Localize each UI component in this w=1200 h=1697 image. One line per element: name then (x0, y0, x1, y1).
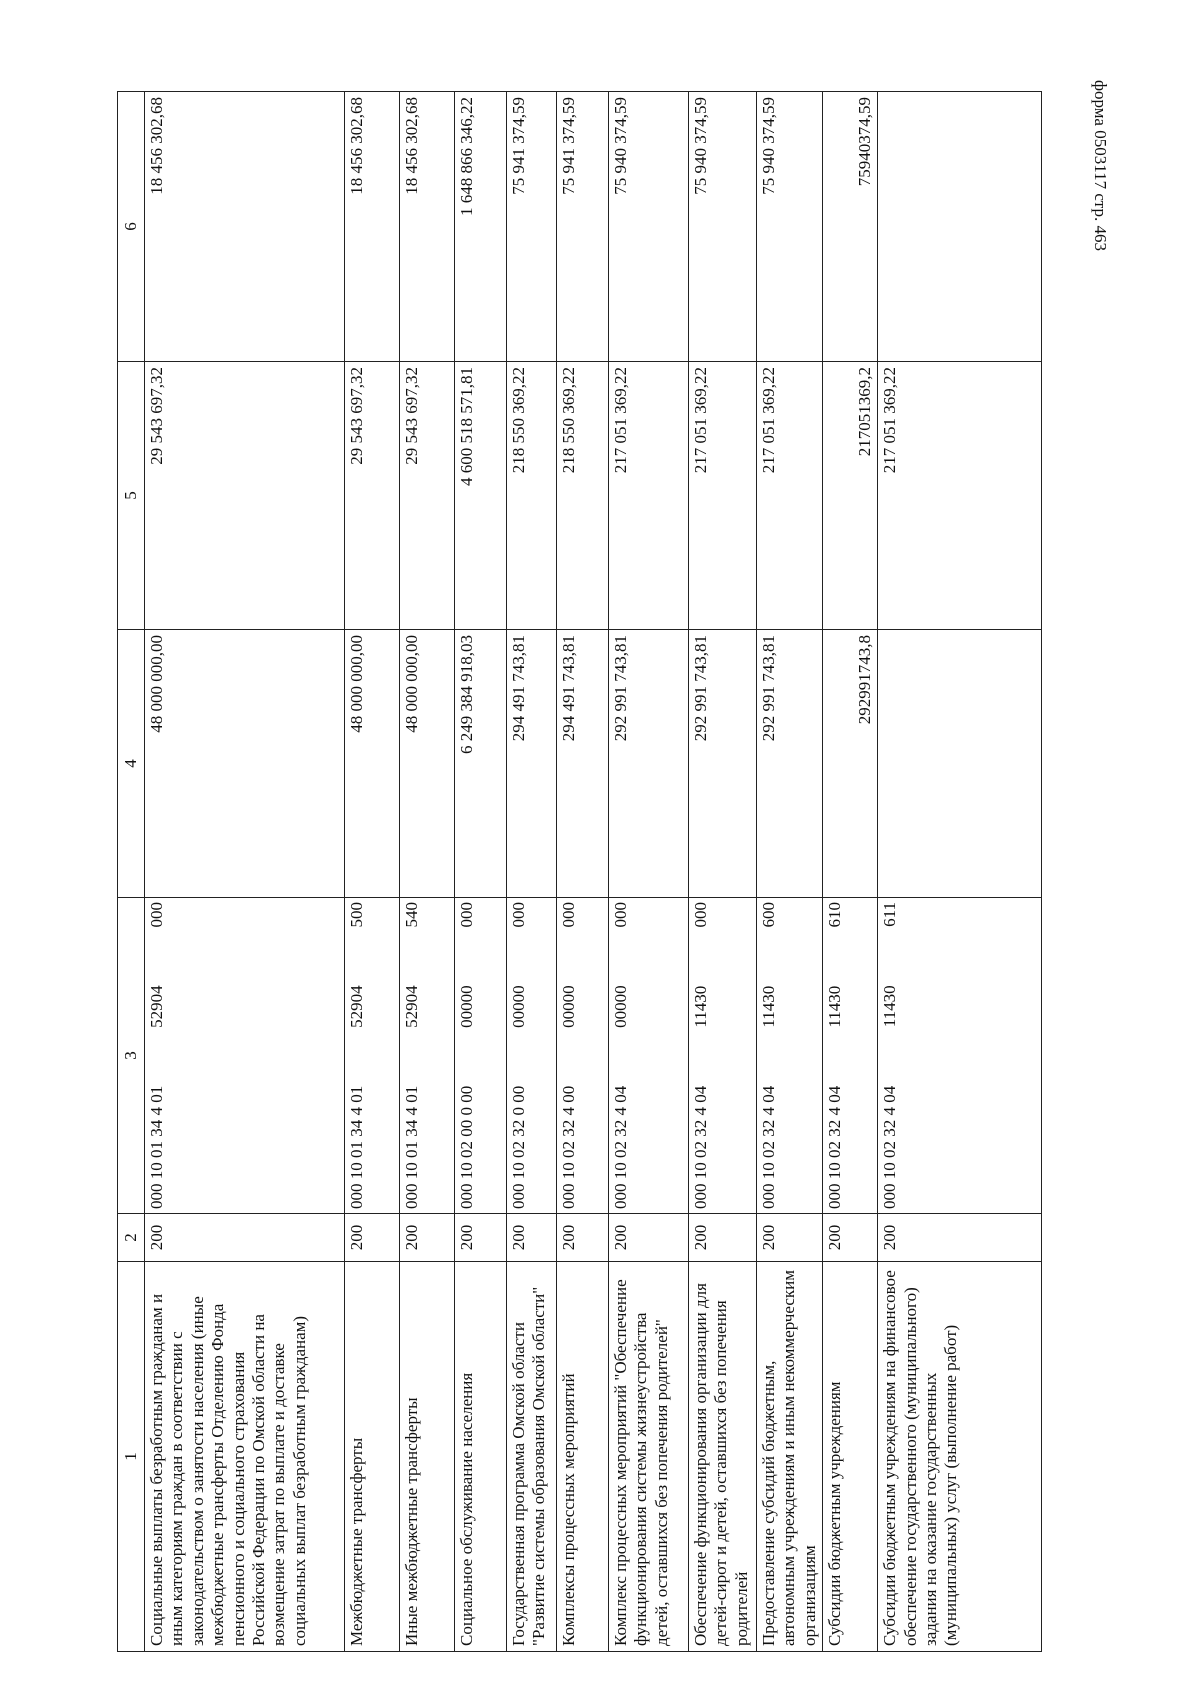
row-name: Комплекс процессных мероприятий "Обеспечение функционирования системы жизнеустройства детей, оставшихся без попечения родителей" (609, 1262, 689, 1652)
row-line-code: 200 (345, 1214, 400, 1262)
row-approved: 294 491 743,81 (557, 630, 609, 898)
row-executed: 29 543 697,32 (400, 362, 455, 630)
row-approved: 48 000 000,00 (400, 630, 455, 898)
row-unexecuted: 1 648 866 346,22 (455, 92, 507, 362)
row-name: Государственная программа Омской области "Развитие системы образования Омской области" (507, 1262, 557, 1652)
row-line-code: 200 (689, 1214, 757, 1262)
row-executed: 217 051 369,22 (609, 362, 689, 630)
row-approved: 292991743,8 (823, 630, 878, 898)
column-header: 2 (118, 1214, 145, 1262)
form-page-label: форма 0503117 стр. 463 (1091, 80, 1110, 251)
row-budget-code: 000 10 02 32 4 04 11430 610 (823, 898, 878, 1214)
row-unexecuted: 75940374,59 (823, 92, 878, 362)
table-row (400, 92, 455, 1652)
row-budget-code: 000 10 01 34 4 01 52904 000 (145, 898, 345, 1214)
table-row (689, 92, 757, 1652)
row-unexecuted: 75 940 374,59 (757, 92, 823, 362)
row-name: Субсидии бюджетным учреждениям (823, 1262, 878, 1652)
column-header: 6 (118, 92, 145, 362)
row-name: Комплексы процессных мероприятий (557, 1262, 609, 1652)
row-unexecuted: 18 456 302,68 (145, 92, 345, 362)
row-executed: 29 543 697,32 (145, 362, 345, 630)
row-line-code: 200 (757, 1214, 823, 1262)
budget-table (117, 91, 1042, 1652)
row-line-code: 200 (609, 1214, 689, 1262)
row-approved: 48 000 000,00 (145, 630, 345, 898)
row-budget-code: 000 10 02 32 4 04 11430 000 (689, 898, 757, 1214)
table-row (507, 92, 557, 1652)
row-budget-code: 000 10 02 32 4 00 00000 000 (557, 898, 609, 1214)
table-row (823, 92, 878, 1652)
row-name: Межбюджетные трансферты (345, 1262, 400, 1652)
column-header: 3 (118, 898, 145, 1214)
table-row (878, 92, 1042, 1652)
row-name: Социальное обслуживание населения (455, 1262, 507, 1652)
row-name: Предоставление субсидий бюджетным, автономным учреждениям и иным некоммерческим организациям (757, 1262, 823, 1652)
row-budget-code: 000 10 01 34 4 01 52904 540 (400, 898, 455, 1214)
column-header: 5 (118, 362, 145, 630)
table-row (557, 92, 609, 1652)
row-unexecuted: 75 941 374,59 (507, 92, 557, 362)
row-executed: 218 550 369,22 (557, 362, 609, 630)
row-line-code: 200 (145, 1214, 345, 1262)
row-line-code: 200 (557, 1214, 609, 1262)
row-budget-code: 000 10 02 32 4 04 11430 611 (878, 898, 1042, 1214)
table-row (609, 92, 689, 1652)
row-budget-code: 000 10 02 32 0 00 00000 000 (507, 898, 557, 1214)
row-executed: 217051369,2 (823, 362, 878, 630)
row-executed: 217 051 369,22 (689, 362, 757, 630)
row-line-code: 200 (823, 1214, 878, 1262)
row-unexecuted: 18 456 302,68 (345, 92, 400, 362)
row-budget-code: 000 10 01 34 4 01 52904 500 (345, 898, 400, 1214)
row-unexecuted: 75 940 374,59 (689, 92, 757, 362)
row-name: Субсидии бюджетным учреждениям на финансовое обеспечение государственного (муниципального) задания на оказание государственных (муниципальных) услуг (выполнение работ) (878, 1262, 1042, 1652)
column-header: 4 (118, 630, 145, 898)
row-executed: 217 051 369,22 (757, 362, 823, 630)
row-unexecuted: 75 941 374,59 (557, 92, 609, 362)
row-line-code: 200 (507, 1214, 557, 1262)
row-approved: 292 991 743,81 (609, 630, 689, 898)
row-executed: 217 051 369,22 (878, 362, 1042, 630)
table-row (345, 92, 400, 1652)
table-row (455, 92, 507, 1652)
row-approved: 294 491 743,81 (507, 630, 557, 898)
row-line-code: 200 (400, 1214, 455, 1262)
row-unexecuted (878, 92, 1042, 362)
row-name: Социальные выплаты безработным гражданам и иным категориям граждан в соответствии с законодательством о занятости населения (иные межбюджетные трансферты Отделению Фонда пенсионного и социального страхования Российской Федерации по Омской области на возмещение затрат по выплате и доставке социальных выплат безработным гражданам) (145, 1262, 345, 1652)
row-line-code: 200 (455, 1214, 507, 1262)
table-row (757, 92, 823, 1652)
row-line-code: 200 (878, 1214, 1042, 1262)
row-approved: 6 249 384 918,03 (455, 630, 507, 898)
row-executed: 29 543 697,32 (345, 362, 400, 630)
row-unexecuted: 18 456 302,68 (400, 92, 455, 362)
row-executed: 4 600 518 571,81 (455, 362, 507, 630)
row-budget-code: 000 10 02 32 4 04 00000 000 (609, 898, 689, 1214)
row-unexecuted: 75 940 374,59 (609, 92, 689, 362)
header-row (118, 92, 145, 1652)
row-executed: 218 550 369,22 (507, 362, 557, 630)
table-row (145, 92, 345, 1652)
row-approved: 48 000 000,00 (345, 630, 400, 898)
row-name: Обеспечение функционирования организации для детей-сирот и детей, оставшихся без попечения родителей (689, 1262, 757, 1652)
row-approved: 292 991 743,81 (757, 630, 823, 898)
row-approved: 292 991 743,81 (689, 630, 757, 898)
row-approved (878, 630, 1042, 898)
rotated-page (117, 92, 1042, 1652)
row-name: Иные межбюджетные трансферты (400, 1262, 455, 1652)
column-header: 1 (118, 1262, 145, 1652)
row-budget-code: 000 10 02 32 4 04 11430 600 (757, 898, 823, 1214)
row-budget-code: 000 10 02 00 0 00 00000 000 (455, 898, 507, 1214)
